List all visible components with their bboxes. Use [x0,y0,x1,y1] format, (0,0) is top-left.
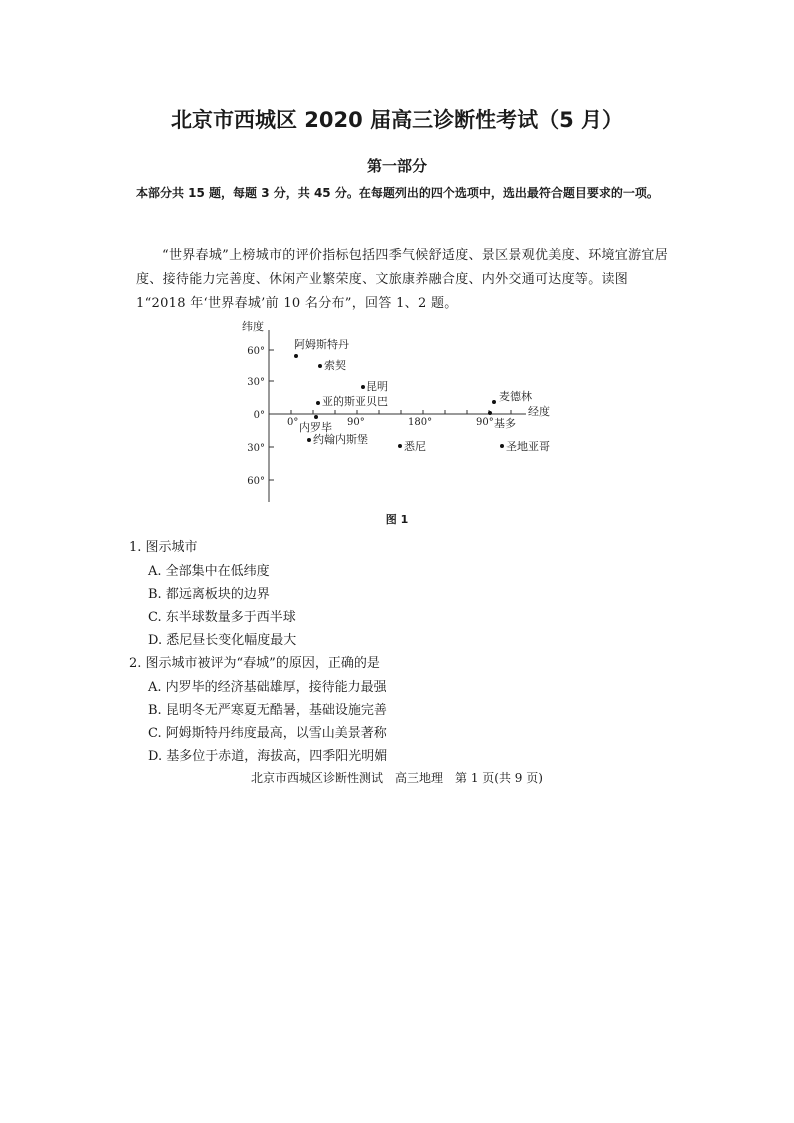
city-point-santiago [500,444,504,448]
x-tick-label: 0° [287,417,299,428]
y-tick-label: 30° [247,377,265,388]
city-point-amsterdam [294,354,298,358]
question-2-stem: 2. 图示城市被评为“春城”的原因，正确的是 [129,656,380,671]
city-point-johannesburg [307,438,311,442]
question-1-option-b: B. 都远离板块的边界 [148,587,270,602]
city-label-amsterdam: 阿姆斯特丹 [294,338,349,351]
question-1-option-c: C. 东半球数量多于西半球 [148,610,296,625]
city-point-medellin [492,400,496,404]
city-point-kunming [361,385,365,389]
question-2-option-c: C. 阿姆斯特丹纬度最高，以雪山美景著称 [148,726,387,741]
city-point-addis-ababa [316,401,320,405]
city-point-quito [488,411,492,415]
y-tick-label: 60° [247,346,265,357]
city-label-addis-ababa: 亚的斯亚贝巴 [322,395,388,408]
city-label-johannesburg: 约翰内斯堡 [313,433,368,446]
section-heading: 第一部分 [366,157,427,175]
question-1-option-a: A. 全部集中在低纬度 [148,564,270,579]
city-point-nairobi [314,415,318,419]
city-label-santiago: 圣地亚哥 [506,440,550,453]
question-1-option-d: D. 悉尼昼长变化幅度最大 [148,633,297,648]
page-footer: 北京市西城区诊断性测试 高三地理 第 1 页(共 9 页) [251,771,543,785]
instructions: 本部分共 15 题，每题 3 分，共 45 分。在每题列出的四个选项中，选出最符合题目要求的一项。 [136,186,659,200]
intro-paragraph: “世界春城”上榜城市的评价指标包括四季气候舒适度、景区景观优美度、环境宜游宜居度、接待能力完善度、休闲产业繁荣度、文旅康养融合度、内外交通可达度等。读图 1“2018 年‘世界春城’前 10 名分布”，回答 1、2 题。 [136,248,668,311]
city-label-quito: 基多 [494,417,516,430]
city-label-sochi: 索契 [324,359,346,372]
x-tick-label: 90° [476,417,494,428]
y-tick-label: 60° [247,476,265,487]
coordinate-diagram [230,316,570,508]
city-label-sydney: 悉尼 [404,440,426,453]
city-label-medellin: 麦德林 [499,390,532,403]
page-title: 北京市西城区 2020 届高三诊断性考试（5 月） [171,108,623,132]
city-point-sochi [318,364,322,368]
city-label-kunming: 昆明 [366,380,388,393]
question-2-option-a: A. 内罗毕的经济基础雄厚，接待能力最强 [148,680,387,695]
x-tick-label: 180° [408,417,433,428]
y-tick-label: 0° [253,410,265,421]
city-label-nairobi: 内罗毕 [299,421,332,434]
y-axis-label: 纬度 [242,320,264,333]
y-tick-label: 30° [247,443,265,454]
question-2-option-b: B. 昆明冬无严寒夏无酷暑，基础设施完善 [148,703,387,718]
x-tick-label: 90° [347,417,365,428]
question-1-stem: 1. 图示城市 [129,540,198,555]
figure-caption: 图 1 [385,513,409,526]
x-axis-label: 经度 [528,405,550,418]
city-point-sydney [398,444,402,448]
question-2-option-d: D. 基多位于赤道，海拔高，四季阳光明媚 [148,749,388,764]
world-spring-cities-figure [230,316,570,512]
